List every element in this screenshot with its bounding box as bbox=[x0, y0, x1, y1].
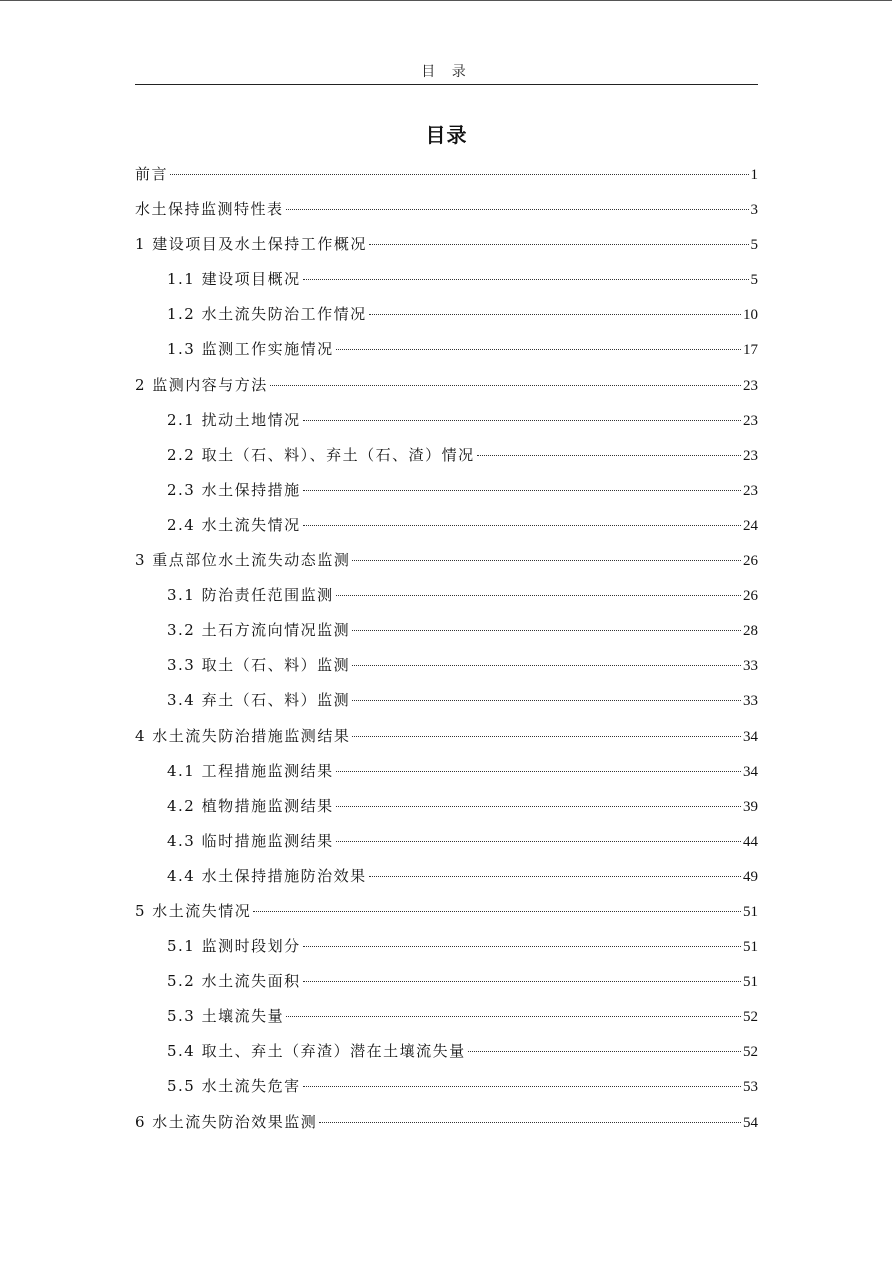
toc-entry-page-number: 33 bbox=[743, 693, 758, 710]
toc-entry-label: 5 水土流失情况 bbox=[135, 901, 252, 920]
toc-entry-label: 前言 bbox=[135, 165, 169, 183]
toc-entry-page-number: 53 bbox=[743, 1079, 758, 1096]
toc-title: 目录 bbox=[425, 123, 468, 147]
toc-entry-label: 5.4 取土、弃土（弃渣）潜在土壤流失量 bbox=[167, 1042, 466, 1061]
toc-entry-page-number: 34 bbox=[743, 728, 758, 745]
toc-entry-page-number: 28 bbox=[743, 623, 758, 640]
toc-entry-page-number: 17 bbox=[743, 342, 758, 359]
dot-leader bbox=[477, 455, 741, 456]
toc-entry[interactable] bbox=[135, 229, 758, 264]
toc-entry-page-number: 24 bbox=[743, 517, 758, 534]
toc-entry[interactable] bbox=[135, 685, 758, 720]
toc-entry-page-number: 23 bbox=[743, 482, 758, 499]
dot-leader bbox=[253, 911, 741, 912]
toc-entry-page-number: 26 bbox=[743, 588, 758, 605]
toc-entry-page-number: 5 bbox=[750, 272, 758, 289]
toc-entry[interactable] bbox=[135, 440, 758, 475]
toc-entry[interactable] bbox=[135, 1001, 758, 1036]
toc-entry-label: 5.5 水土流失危害 bbox=[167, 1077, 301, 1096]
toc-entry-page-number: 51 bbox=[743, 974, 758, 991]
toc-entry-label: 4.4 水土保持措施防治效果 bbox=[167, 866, 367, 885]
dot-leader bbox=[303, 420, 741, 421]
dot-leader bbox=[303, 279, 749, 280]
toc-entry[interactable] bbox=[135, 264, 758, 299]
toc-entry-label: 3.1 防治责任范围监测 bbox=[167, 586, 334, 605]
toc-entry-label: 5.3 土壤流失量 bbox=[167, 1007, 285, 1026]
toc-entry-page-number: 26 bbox=[743, 553, 758, 570]
toc-entry-page-number: 51 bbox=[743, 939, 758, 956]
toc-entry[interactable] bbox=[135, 826, 758, 861]
toc-entry-label: 3.3 取土（石、料）监测 bbox=[167, 656, 351, 675]
toc-entry[interactable] bbox=[135, 896, 758, 931]
toc-entry[interactable] bbox=[135, 370, 758, 405]
toc-entry-page-number: 10 bbox=[743, 307, 758, 324]
toc-entry[interactable] bbox=[135, 545, 758, 580]
toc-entry-page-number: 1 bbox=[750, 167, 758, 183]
running-header: 目 录 bbox=[421, 64, 472, 80]
toc-entry-label: 3 重点部位水土流失动态监测 bbox=[135, 551, 351, 570]
dot-leader bbox=[369, 314, 741, 315]
dot-leader bbox=[352, 630, 741, 631]
toc-entry-label: 2.2 取土（石、料）、弃土（石、渣）情况 bbox=[167, 445, 475, 464]
toc-entry[interactable] bbox=[135, 791, 758, 826]
dot-leader bbox=[352, 665, 741, 666]
toc-entry[interactable] bbox=[135, 966, 758, 1001]
table-of-contents bbox=[135, 159, 758, 1142]
toc-entry-label: 水土保持监测特性表 bbox=[135, 200, 284, 219]
toc-entry-label: 5.2 水土流失面积 bbox=[167, 972, 301, 991]
toc-entry-page-number: 54 bbox=[743, 1114, 758, 1131]
toc-entry-page-number: 34 bbox=[743, 763, 758, 780]
toc-entry[interactable] bbox=[135, 756, 758, 791]
header-rule bbox=[135, 84, 758, 85]
toc-entry[interactable] bbox=[135, 405, 758, 440]
dot-leader bbox=[352, 700, 741, 701]
dot-leader bbox=[336, 771, 741, 772]
dot-leader bbox=[369, 244, 749, 245]
toc-entry-page-number: 52 bbox=[743, 1044, 758, 1061]
toc-entry-label: 2.1 扰动土地情况 bbox=[167, 410, 301, 429]
toc-entry[interactable] bbox=[135, 931, 758, 966]
toc-entry[interactable] bbox=[135, 861, 758, 896]
toc-entry-label: 2 监测内容与方法 bbox=[135, 375, 268, 394]
toc-entry-label: 4.3 临时措施监测结果 bbox=[167, 831, 334, 850]
toc-entry-page-number: 5 bbox=[750, 237, 758, 254]
toc-entry-page-number: 51 bbox=[743, 903, 758, 920]
toc-entry-label: 5.1 监测时段划分 bbox=[167, 937, 301, 956]
toc-entry[interactable] bbox=[135, 580, 758, 615]
toc-entry[interactable] bbox=[135, 510, 758, 545]
dot-leader bbox=[303, 525, 741, 526]
dot-leader bbox=[170, 174, 748, 175]
dot-leader bbox=[352, 560, 741, 561]
toc-entry-label: 3.2 土石方流向情况监测 bbox=[167, 621, 351, 640]
toc-entry-label: 4 水土流失防治措施监测结果 bbox=[135, 726, 351, 745]
dot-leader bbox=[270, 385, 741, 386]
toc-entry-page-number: 3 bbox=[750, 202, 758, 219]
dot-leader bbox=[336, 595, 741, 596]
toc-entry-label: 1 建设项目及水土保持工作概况 bbox=[135, 235, 367, 254]
toc-entry-page-number: 33 bbox=[743, 658, 758, 675]
dot-leader bbox=[336, 806, 741, 807]
toc-entry-label: 1.1 建设项目概况 bbox=[167, 270, 301, 289]
toc-entry[interactable] bbox=[135, 334, 758, 369]
dot-leader bbox=[468, 1051, 741, 1052]
dot-leader bbox=[336, 841, 741, 842]
toc-entry-page-number: 23 bbox=[743, 377, 758, 394]
dot-leader bbox=[303, 1086, 741, 1087]
dot-leader bbox=[303, 946, 741, 947]
dot-leader bbox=[286, 209, 749, 210]
dot-leader bbox=[336, 349, 741, 350]
dot-leader bbox=[303, 490, 741, 491]
toc-entry-label: 4.1 工程措施监测结果 bbox=[167, 761, 334, 780]
toc-entry-label: 4.2 植物措施监测结果 bbox=[167, 796, 334, 815]
toc-entry-label: 2.4 水土流失情况 bbox=[167, 515, 301, 534]
toc-entry[interactable] bbox=[135, 1036, 758, 1071]
toc-entry[interactable] bbox=[135, 1107, 758, 1142]
toc-entry-page-number: 23 bbox=[743, 447, 758, 464]
dot-leader bbox=[369, 876, 741, 877]
toc-entry[interactable] bbox=[135, 650, 758, 685]
toc-entry[interactable] bbox=[135, 159, 758, 194]
toc-entry[interactable] bbox=[135, 615, 758, 650]
toc-entry[interactable] bbox=[135, 194, 758, 229]
toc-entry-page-number: 23 bbox=[743, 412, 758, 429]
dot-leader bbox=[352, 736, 741, 737]
toc-entry-page-number: 39 bbox=[743, 798, 758, 815]
toc-entry-label: 1.3 监测工作实施情况 bbox=[167, 340, 334, 359]
toc-entry-label: 2.3 水土保持措施 bbox=[167, 480, 301, 499]
toc-entry[interactable] bbox=[135, 299, 758, 334]
toc-entry-label: 6 水土流失防治效果监测 bbox=[135, 1112, 318, 1131]
toc-entry[interactable] bbox=[135, 475, 758, 510]
toc-entry[interactable] bbox=[135, 721, 758, 756]
toc-entry-page-number: 49 bbox=[743, 868, 758, 885]
dot-leader bbox=[303, 981, 741, 982]
dot-leader bbox=[319, 1122, 741, 1123]
toc-entry-page-number: 44 bbox=[743, 833, 758, 850]
toc-entry[interactable] bbox=[135, 1071, 758, 1106]
dot-leader bbox=[286, 1016, 741, 1017]
toc-entry-page-number: 52 bbox=[743, 1009, 758, 1026]
toc-entry-label: 3.4 弃土（石、料）监测 bbox=[167, 691, 351, 710]
toc-entry-label: 1.2 水土流失防治工作情况 bbox=[167, 305, 367, 324]
